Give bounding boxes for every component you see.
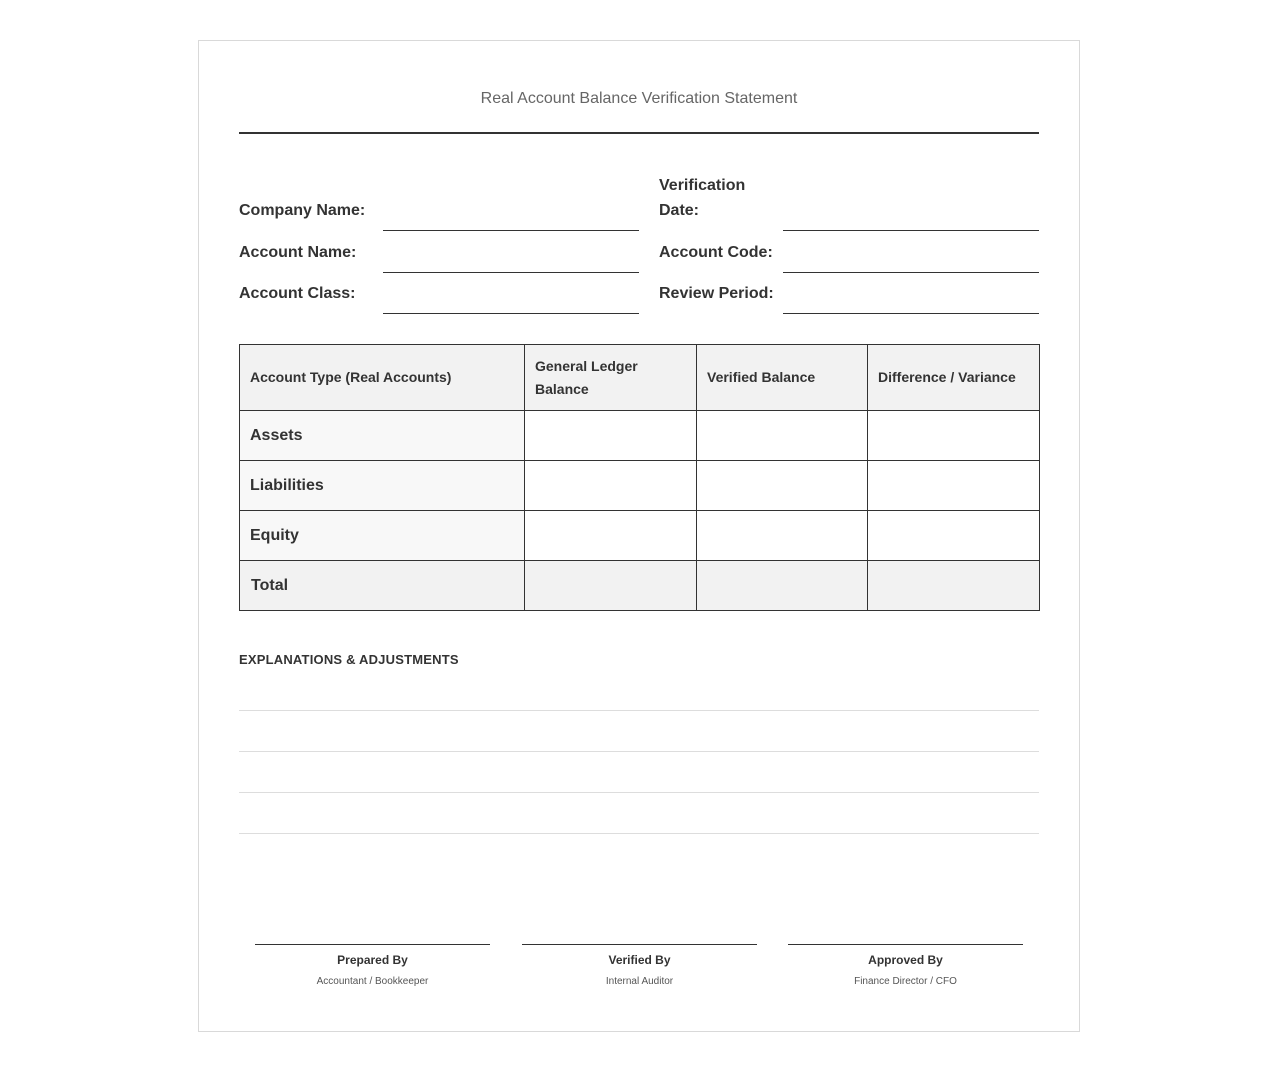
cell-difference[interactable] [868, 461, 1040, 511]
header-difference: Difference / Variance [868, 345, 1040, 411]
signature-block-prepared [255, 944, 490, 988]
verification-date-label-line1: Verification [659, 177, 746, 194]
signature-block-verified [522, 944, 757, 988]
company-name-label: Company Name: [239, 202, 366, 219]
cell-difference[interactable] [868, 411, 1040, 461]
cell-gl-balance[interactable] [525, 561, 697, 611]
signature-role: Finance Director / CFO [854, 976, 957, 987]
account-class-field[interactable] [383, 313, 639, 314]
signature-role: Accountant / Bookkeeper [316, 976, 429, 987]
table-row [240, 461, 1040, 511]
cell-gl-balance[interactable] [525, 511, 697, 561]
cell-difference[interactable] [868, 561, 1040, 611]
signature-line[interactable] [522, 944, 757, 945]
account-code-field[interactable] [783, 272, 1039, 273]
title-divider [239, 132, 1039, 134]
review-period-label: Review Period: [659, 285, 774, 302]
verification-date-label [659, 173, 745, 223]
signature-title: Verified By [608, 953, 671, 967]
signature-line[interactable] [788, 944, 1023, 945]
header-account-type: Account Type (Real Accounts) [240, 345, 525, 411]
cell-gl-balance[interactable] [525, 411, 697, 461]
signature-title: Prepared By [337, 953, 408, 967]
explanation-line[interactable] [239, 710, 1039, 711]
statement-sheet [198, 40, 1080, 1032]
row-label-assets: Assets [240, 411, 525, 461]
header-verified-balance: Verified Balance [697, 345, 868, 411]
table-header-row [240, 345, 1040, 411]
account-code-label: Account Code: [659, 244, 773, 261]
cell-gl-balance[interactable] [525, 461, 697, 511]
row-label-liabilities: Liabilities [240, 461, 525, 511]
signature-role: Internal Auditor [605, 976, 674, 987]
account-name-label: Account Name: [239, 244, 357, 261]
signature-line[interactable] [255, 944, 490, 945]
explanation-line[interactable] [239, 833, 1039, 834]
cell-verified-balance[interactable] [697, 411, 868, 461]
table-row [240, 411, 1040, 461]
header-gl-balance: General Ledger Balance [525, 345, 697, 411]
balance-table [239, 344, 1040, 611]
account-name-field[interactable] [383, 272, 639, 273]
company-name-field[interactable] [383, 230, 639, 231]
cell-verified-balance[interactable] [697, 511, 868, 561]
document-title: Real Account Balance Verification Statement [480, 90, 798, 107]
cell-difference[interactable] [868, 511, 1040, 561]
verification-date-label-line2: Date: [659, 202, 700, 219]
cell-verified-balance[interactable] [697, 461, 868, 511]
row-label-total: Total [240, 561, 525, 611]
explanation-line[interactable] [239, 751, 1039, 752]
table-total-row [240, 561, 1040, 611]
account-class-label: Account Class: [239, 285, 356, 302]
review-period-field[interactable] [783, 313, 1039, 314]
verification-date-field[interactable] [783, 230, 1039, 231]
signature-title: Approved By [868, 953, 943, 967]
cell-verified-balance[interactable] [697, 561, 868, 611]
explanations-heading: EXPLANATIONS & ADJUSTMENTS [239, 652, 459, 667]
table-row [240, 511, 1040, 561]
row-label-equity: Equity [240, 511, 525, 561]
explanation-line[interactable] [239, 792, 1039, 793]
signature-block-approved [788, 944, 1023, 988]
